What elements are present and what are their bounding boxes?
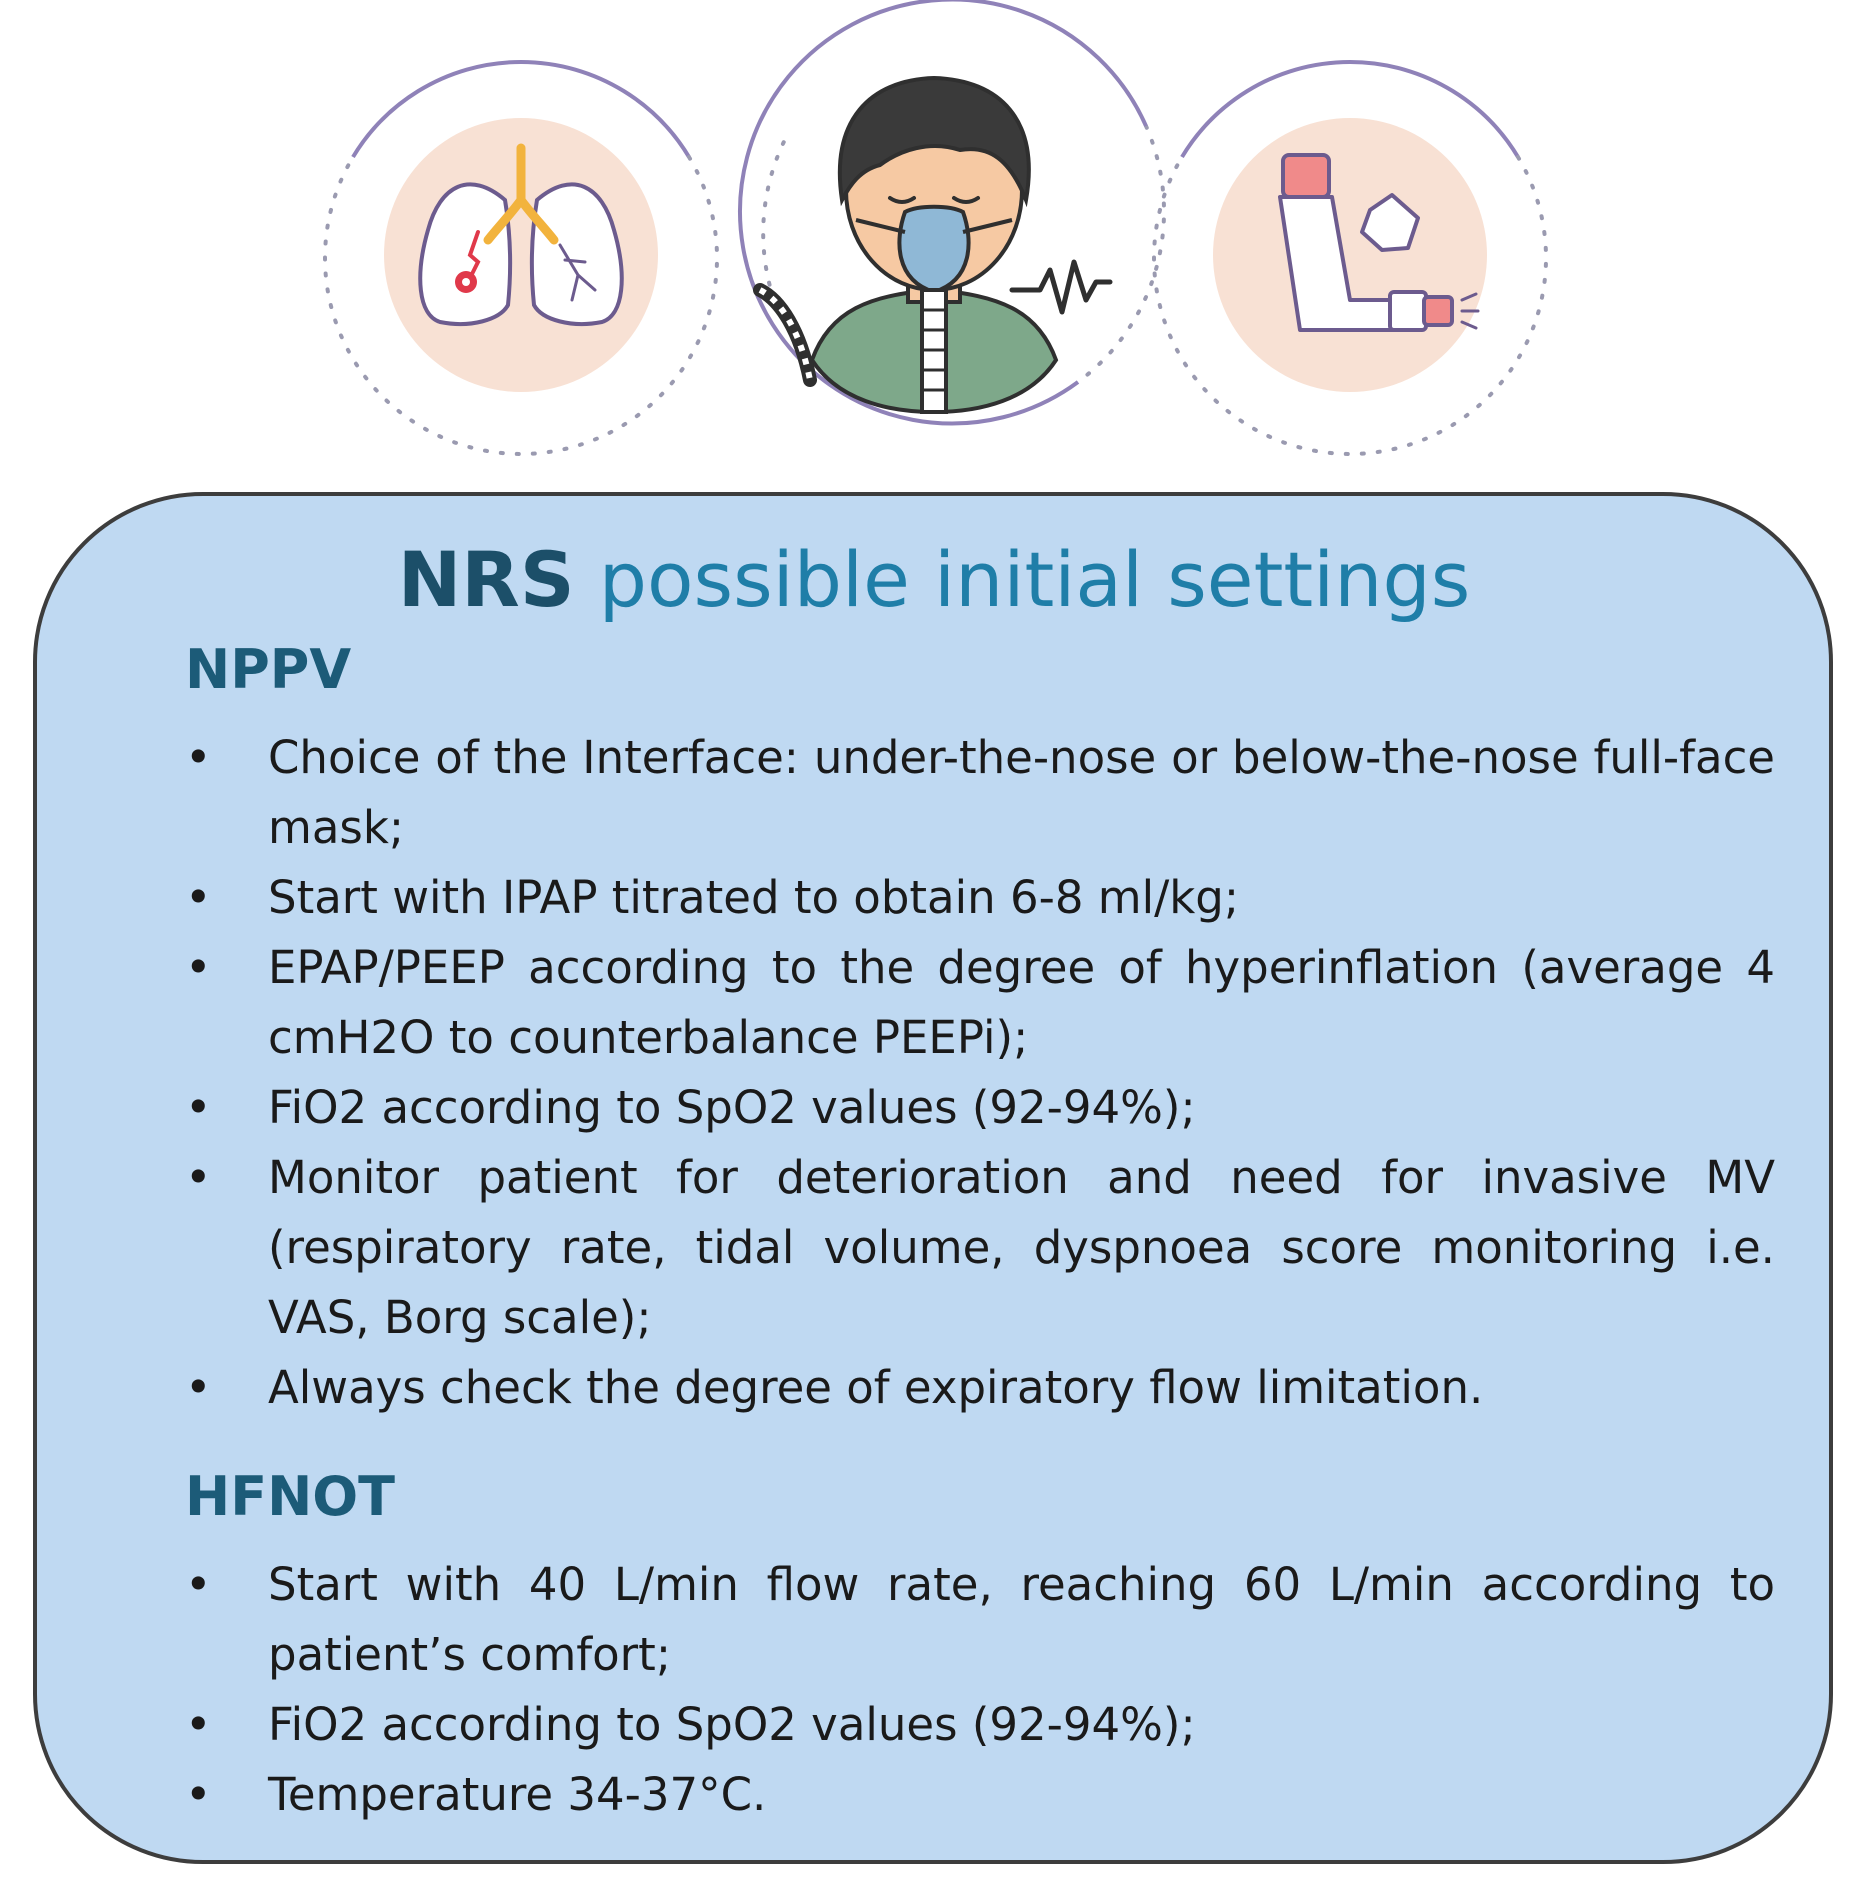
list-item: • Start with 40 L/min flow rate, reaching 60 L/min according to patient’s comfort;	[185, 1550, 1775, 1690]
inhaler-icon	[1154, 62, 1546, 454]
list-item: • Always check the degree of expiratory flow limitation.	[185, 1353, 1775, 1423]
list-item: • FiO2 according to SpO2 values (92-94%);	[185, 1690, 1775, 1760]
card-title	[0, 535, 1868, 625]
list-item: • EPAP/PEEP according to the degree of hyperinflation (average 4 cmH2O to counterbalance PEEPi);	[185, 933, 1775, 1073]
list-item: • Monitor patient for deterioration and need for invasive MV (respiratory rate, tidal volume, dyspnoea score monitoring i.e. VAS, Borg scale);	[185, 1143, 1775, 1353]
title-strong: NRS	[397, 535, 575, 624]
bullet: •	[185, 1151, 212, 1204]
bullet: •	[185, 1558, 212, 1611]
illustration-row	[0, 0, 1868, 480]
list-item: • Start with IPAP titrated to obtain 6-8 ml/kg;	[185, 863, 1775, 933]
bullet: •	[185, 1081, 212, 1134]
bullet: •	[185, 941, 212, 994]
list-item: • FiO2 according to SpO2 values (92-94%);	[185, 1073, 1775, 1143]
section-heading-hfnot: HFNOT	[185, 1465, 396, 1528]
list-item: • Temperature 34-37°C.	[185, 1760, 1775, 1830]
bullet: •	[185, 1768, 212, 1821]
bullet: •	[185, 1698, 212, 1751]
list-item: • Choice of the Interface: under-the-nose or below-the-nose full-face mask;	[185, 723, 1775, 863]
bullet: •	[185, 1361, 212, 1414]
bullet: •	[185, 731, 212, 784]
section-heading-nppv: NPPV	[185, 638, 352, 701]
hfnot-list	[185, 1550, 1775, 1830]
title-light: possible initial settings	[598, 535, 1471, 624]
lungs-icon	[325, 62, 717, 454]
nppv-list	[185, 723, 1775, 1423]
patient-with-mask-icon	[740, 0, 1164, 424]
bullet: •	[185, 871, 212, 924]
